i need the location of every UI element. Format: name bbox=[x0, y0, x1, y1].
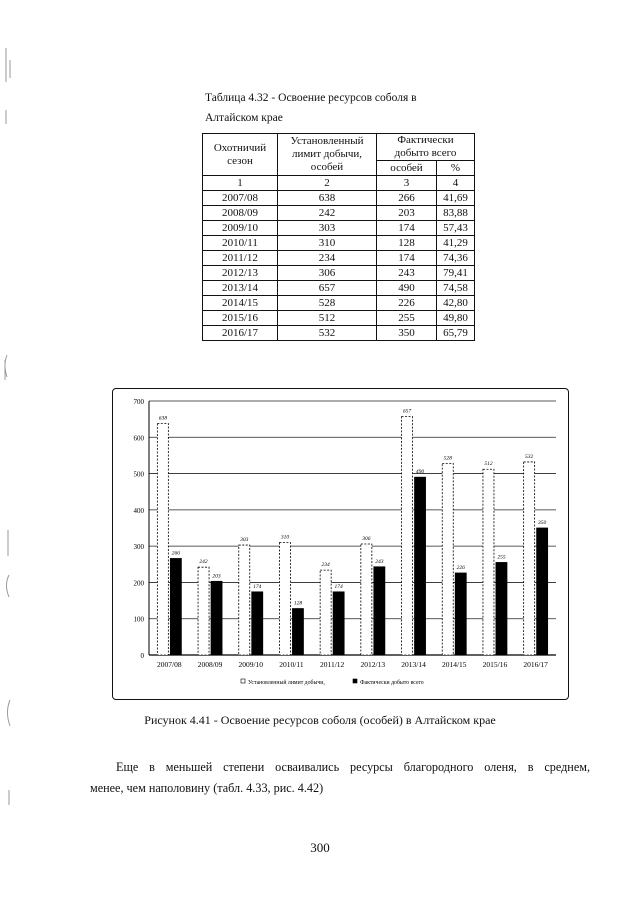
y-tick-label: 700 bbox=[133, 398, 144, 406]
scan-margin-marks bbox=[0, 0, 30, 905]
bar-limit bbox=[239, 545, 250, 655]
col-number: 4 bbox=[437, 176, 475, 191]
table-row bbox=[203, 266, 475, 281]
cell-season: 2011/12 bbox=[203, 251, 278, 266]
bar-actual bbox=[211, 581, 222, 655]
cell-season: 2015/16 bbox=[203, 311, 278, 326]
cell-limit: 303 bbox=[278, 221, 377, 236]
cell-pct: 74,58 bbox=[437, 281, 475, 296]
data-label: 234 bbox=[321, 562, 330, 569]
cell-limit: 657 bbox=[278, 281, 377, 296]
data-label: 174 bbox=[334, 583, 343, 590]
bar-actual bbox=[374, 567, 385, 655]
table-row bbox=[203, 326, 475, 341]
cell-limit: 234 bbox=[278, 251, 377, 266]
header-actual-pct: % bbox=[437, 161, 475, 176]
y-tick-label: 200 bbox=[133, 579, 144, 588]
header-actual-count: особей bbox=[377, 161, 437, 176]
bar-actual bbox=[496, 562, 507, 655]
table-row bbox=[203, 281, 475, 296]
bar-limit bbox=[402, 417, 413, 655]
data-label: 310 bbox=[280, 534, 290, 541]
header-actual: Фактически добыто всего bbox=[377, 134, 475, 161]
bar-limit bbox=[279, 543, 290, 655]
table-caption bbox=[205, 88, 465, 128]
bar-limit bbox=[442, 463, 453, 655]
x-tick-label: 2015/16 bbox=[482, 660, 508, 669]
y-tick-label: 600 bbox=[133, 434, 144, 443]
data-label: 203 bbox=[212, 573, 221, 580]
cell-count: 128 bbox=[377, 236, 437, 251]
cell-season: 2016/17 bbox=[203, 326, 278, 341]
col-number: 1 bbox=[203, 176, 278, 191]
cell-pct: 79,41 bbox=[437, 266, 475, 281]
cell-season: 2013/14 bbox=[203, 281, 278, 296]
cell-pct: 41,29 bbox=[437, 236, 475, 251]
sable-resources-table bbox=[202, 133, 475, 341]
legend-swatch-limit bbox=[241, 679, 245, 683]
cell-count: 490 bbox=[377, 281, 437, 296]
cell-season: 2009/10 bbox=[203, 221, 278, 236]
table-row bbox=[203, 251, 475, 266]
data-label: 174 bbox=[253, 583, 262, 590]
cell-limit: 310 bbox=[278, 236, 377, 251]
body-paragraph bbox=[90, 757, 590, 799]
page-number: 300 bbox=[310, 840, 330, 855]
cell-limit: 306 bbox=[278, 266, 377, 281]
cell-season: 2010/11 bbox=[203, 236, 278, 251]
header-season: Охотничий сезон bbox=[203, 134, 278, 176]
data-label: 350 bbox=[538, 520, 547, 526]
cell-count: 174 bbox=[377, 221, 437, 236]
x-tick-label: 2013/14 bbox=[401, 660, 426, 669]
bar-limit bbox=[157, 423, 168, 655]
x-tick-label: 2010/11 bbox=[279, 660, 304, 669]
data-label: 243 bbox=[375, 558, 384, 565]
cell-season: 2007/08 bbox=[203, 191, 278, 206]
cell-limit: 532 bbox=[278, 326, 377, 341]
bar-limit bbox=[483, 469, 494, 655]
data-label: 242 bbox=[199, 559, 208, 566]
table-row bbox=[203, 236, 475, 251]
data-label: 306 bbox=[362, 535, 371, 542]
bar-limit bbox=[198, 567, 209, 655]
cell-limit: 528 bbox=[278, 296, 377, 311]
data-label: 532 bbox=[525, 453, 534, 460]
data-label: 528 bbox=[443, 455, 452, 462]
data-label: 266 bbox=[171, 550, 180, 557]
cell-count: 350 bbox=[377, 326, 437, 341]
data-label: 128 bbox=[293, 600, 303, 607]
bar-chart bbox=[113, 389, 568, 699]
cell-count: 203 bbox=[377, 206, 437, 221]
cell-pct: 42,80 bbox=[437, 296, 475, 311]
x-tick-label: 2014/15 bbox=[441, 660, 467, 669]
x-tick-label: 2007/08 bbox=[157, 660, 182, 669]
bar-actual bbox=[415, 477, 426, 655]
data-label: 638 bbox=[158, 415, 167, 422]
bar-actual bbox=[333, 592, 344, 655]
table-row bbox=[203, 191, 475, 206]
bar-actual bbox=[455, 573, 466, 655]
table-row bbox=[203, 311, 475, 326]
data-label: 303 bbox=[240, 537, 249, 544]
bar-limit bbox=[320, 570, 331, 655]
cell-pct: 49,80 bbox=[437, 311, 475, 326]
data-label: 490 bbox=[415, 469, 425, 476]
cell-limit: 242 bbox=[278, 206, 377, 221]
y-tick-label: 100 bbox=[133, 615, 144, 624]
data-label: 512 bbox=[484, 461, 493, 468]
bar-limit bbox=[524, 462, 535, 655]
bar-actual bbox=[537, 528, 548, 655]
cell-count: 243 bbox=[377, 266, 437, 281]
chart-frame bbox=[112, 388, 569, 700]
x-tick-label: 2011/12 bbox=[319, 660, 345, 669]
bar-actual bbox=[170, 558, 181, 655]
data-label: 226 bbox=[456, 564, 465, 571]
data-label: 255 bbox=[497, 554, 506, 561]
table-caption-line1: Таблица 4.32 - Освоение ресурсов соболя в bbox=[205, 92, 417, 104]
paragraph-line2: менее, чем наполовину (табл. 4.33, рис. 4.42) bbox=[90, 781, 324, 795]
cell-pct: 74,36 bbox=[437, 251, 475, 266]
legend-label-actual: Фактически добыто всего bbox=[360, 680, 424, 686]
bar-limit bbox=[361, 544, 372, 655]
figure-caption: Рисунок 4.41 - Освоение ресурсов соболя (особей) в Алтайском крае bbox=[144, 713, 496, 727]
table-row bbox=[203, 221, 475, 236]
bar-actual bbox=[292, 609, 303, 655]
paragraph-line1: Еще в меньшей степени осваивались ресурсы благородного оленя, в среднем, bbox=[116, 760, 590, 774]
y-tick-label: 500 bbox=[133, 470, 144, 479]
legend-label-limit: Установленный лимит добычи, bbox=[248, 680, 325, 686]
cell-pct: 83,88 bbox=[437, 206, 475, 221]
cell-season: 2008/09 bbox=[203, 206, 278, 221]
bar-actual bbox=[252, 592, 263, 655]
table-row bbox=[203, 206, 475, 221]
cell-pct: 57,43 bbox=[437, 221, 475, 236]
table-caption-line2: Алтайском крае bbox=[205, 112, 283, 124]
column-number-row bbox=[203, 176, 475, 191]
legend-swatch-actual bbox=[353, 679, 357, 683]
cell-count: 226 bbox=[377, 296, 437, 311]
cell-season: 2014/15 bbox=[203, 296, 278, 311]
table-row bbox=[203, 296, 475, 311]
col-number: 2 bbox=[278, 176, 377, 191]
header-limit: Установленный лимит добычи, особей bbox=[278, 134, 377, 176]
cell-pct: 65,79 bbox=[437, 326, 475, 341]
x-tick-label: 2016/17 bbox=[523, 660, 548, 669]
cell-pct: 41,69 bbox=[437, 191, 475, 206]
y-tick-label: 300 bbox=[133, 543, 144, 552]
x-tick-label: 2012/13 bbox=[360, 660, 386, 669]
col-number: 3 bbox=[377, 176, 437, 191]
cell-count: 174 bbox=[377, 251, 437, 266]
cell-count: 255 bbox=[377, 311, 437, 326]
x-tick-label: 2009/10 bbox=[238, 660, 264, 669]
cell-limit: 512 bbox=[278, 311, 377, 326]
cell-count: 266 bbox=[377, 191, 437, 206]
x-tick-label: 2008/09 bbox=[197, 660, 223, 669]
cell-limit: 638 bbox=[278, 191, 377, 206]
cell-season: 2012/13 bbox=[203, 266, 278, 281]
data-label: 657 bbox=[402, 408, 412, 415]
y-tick-label: 0 bbox=[140, 652, 144, 660]
y-tick-label: 400 bbox=[133, 506, 144, 515]
